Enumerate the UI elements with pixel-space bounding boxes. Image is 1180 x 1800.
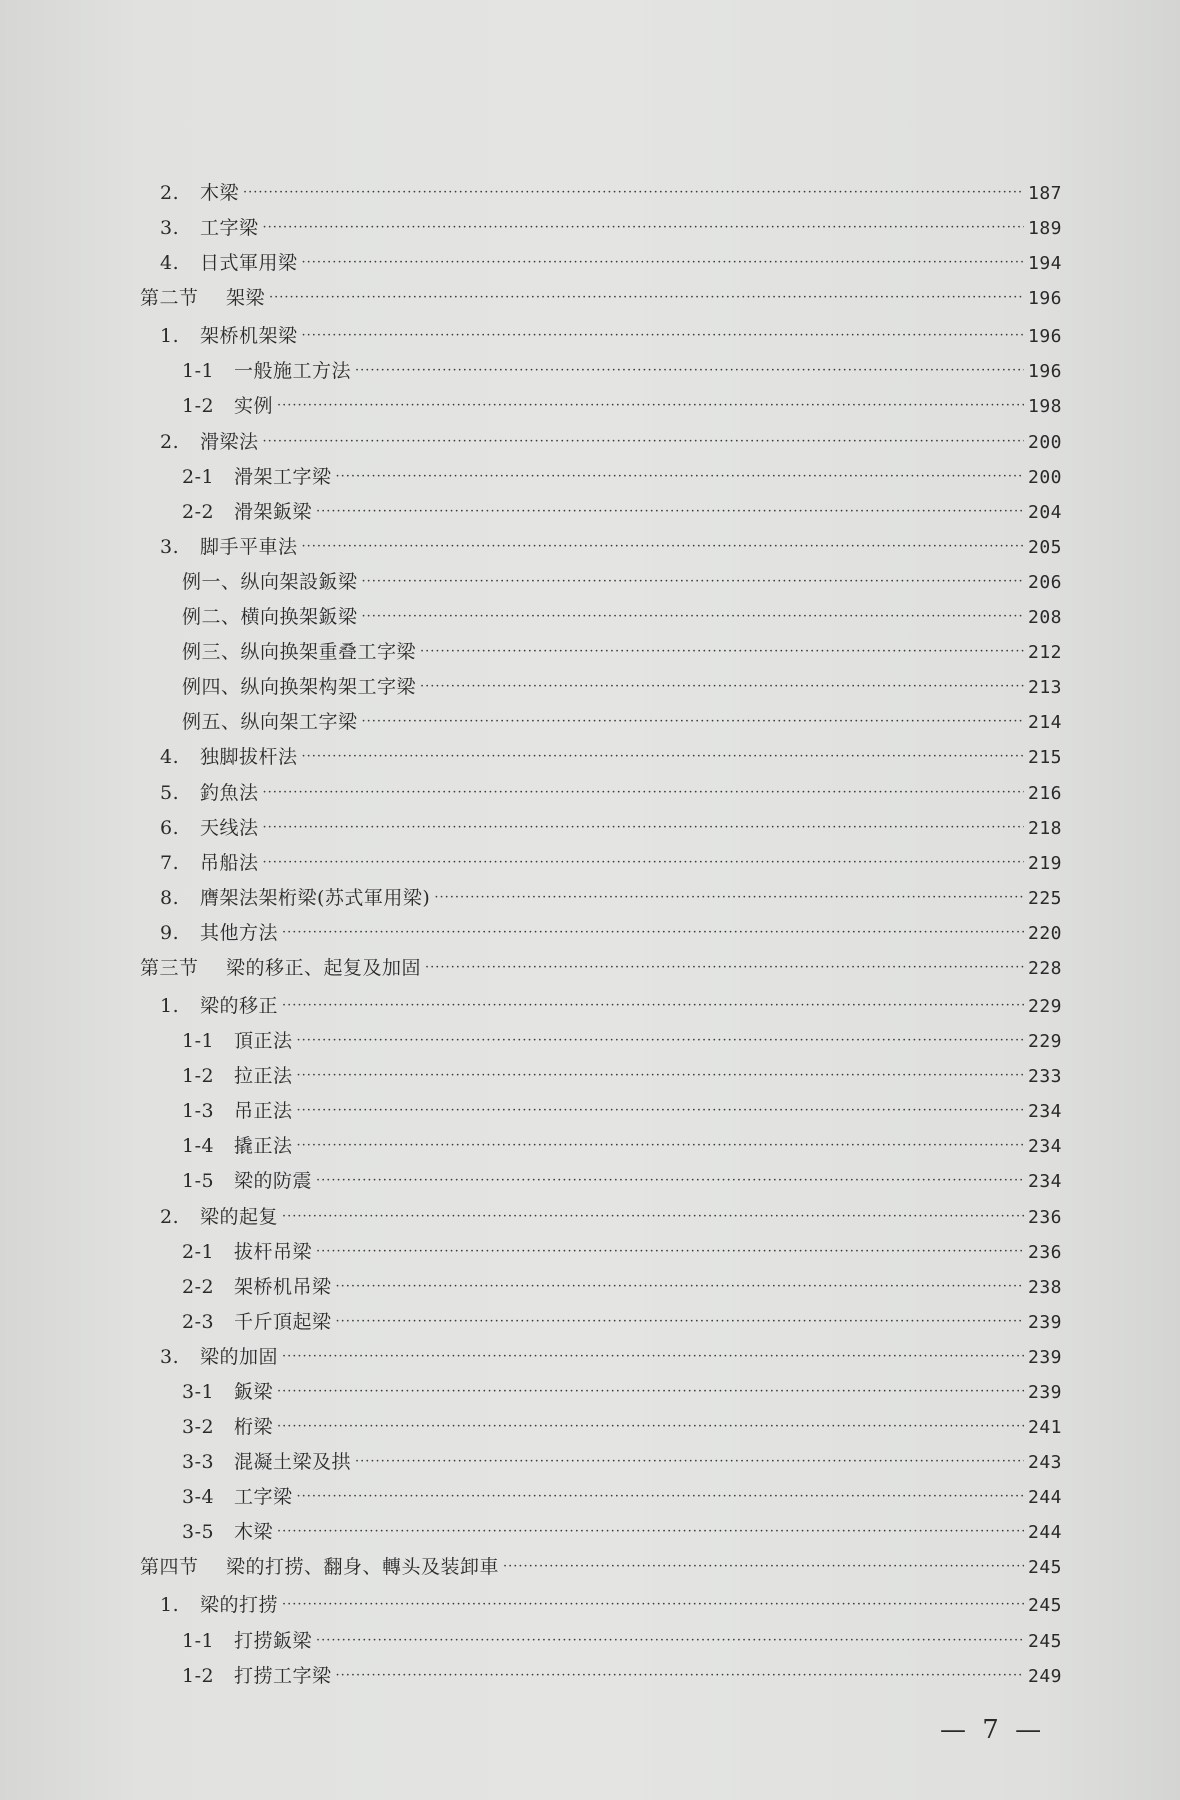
dot-leader (355, 1454, 1024, 1469)
toc-entry-number: 3-5 (182, 1521, 215, 1544)
dot-leader (277, 398, 1024, 413)
toc-section-entry (130, 953, 1062, 991)
toc-entry-title: 其他方法 (200, 921, 279, 944)
dot-leader (277, 1524, 1024, 1539)
toc-entry-title: 梁的起复 (200, 1205, 279, 1228)
toc-entry (130, 848, 1062, 883)
toc-entry (130, 1272, 1062, 1307)
toc-entry-page-number: 241 (1027, 1417, 1062, 1439)
dot-leader (503, 1559, 1024, 1574)
toc-entry-page-number: 234 (1027, 1101, 1062, 1123)
toc-entry-title: 拉正法 (234, 1065, 293, 1088)
dot-leader (362, 609, 1024, 624)
toc-entry-page-number: 215 (1027, 747, 1062, 769)
toc-entry-number: 3. (160, 1345, 180, 1368)
toc-entry-title: 梁的移正 (200, 994, 279, 1017)
dot-leader (263, 855, 1024, 870)
toc-entry-page-number: 196 (1027, 288, 1062, 310)
dot-leader (362, 714, 1024, 729)
toc-entry-page-number: 220 (1027, 922, 1062, 944)
toc-entry-number: 1-2 (182, 395, 215, 418)
dot-leader (297, 1103, 1024, 1118)
toc-entry (130, 637, 1062, 672)
dot-leader (263, 785, 1024, 800)
toc-entry-number: 1-1 (182, 1629, 215, 1652)
toc-entry (130, 1517, 1062, 1552)
dot-leader (282, 925, 1024, 940)
toc-entry-page-number: 214 (1027, 712, 1062, 734)
toc-entry-number: 4. (160, 746, 180, 769)
toc-entry (130, 1590, 1062, 1625)
toc-entry-number: 4. (160, 252, 180, 275)
toc-entry-page-number: 205 (1027, 536, 1062, 558)
toc-entry-title: 脚手平車法 (200, 535, 298, 558)
toc-entry-title: 独脚拔杆法 (200, 746, 298, 769)
toc-entry (130, 778, 1062, 813)
dot-leader (297, 1138, 1024, 1153)
toc-entry-page-number: 233 (1027, 1066, 1062, 1088)
toc-entry-number: 1-5 (182, 1170, 215, 1193)
toc-entry-title: 打捞工字梁 (234, 1664, 332, 1687)
dot-leader (420, 679, 1024, 694)
dot-leader (263, 820, 1024, 835)
toc-entry-title: 架桥机吊梁 (234, 1275, 332, 1298)
toc-entry-page-number: 216 (1027, 782, 1062, 804)
toc-entry (130, 497, 1062, 532)
toc-entry-title: 吊船法 (200, 851, 259, 874)
toc-entry (130, 356, 1062, 391)
toc-entry-number: 1-1 (182, 360, 215, 383)
toc-entry (130, 462, 1062, 497)
toc-entry-page-number: 249 (1027, 1665, 1062, 1687)
toc-entry-title: 滑梁法 (200, 430, 259, 453)
dot-leader (425, 960, 1024, 975)
toc-entry (130, 427, 1062, 462)
toc-entry-title: 例一、纵向架設鈑梁 (182, 570, 358, 593)
toc-entry-page-number: 243 (1027, 1452, 1062, 1474)
toc-entry (130, 1202, 1062, 1237)
toc-entry-title: 釣魚法 (200, 781, 259, 804)
toc-entry-page-number: 194 (1027, 253, 1062, 275)
toc-entry-number: 2-2 (182, 500, 215, 523)
toc-entry-title: 例二、横向换架鈑梁 (182, 606, 358, 629)
toc-entry (130, 602, 1062, 637)
toc-entry (130, 1342, 1062, 1377)
toc-entry-page-number: 239 (1027, 1311, 1062, 1333)
toc-entry-page-number: 244 (1027, 1487, 1062, 1509)
table-of-contents (130, 178, 1062, 1696)
toc-entry-page-number: 239 (1027, 1382, 1062, 1403)
dot-leader (336, 469, 1024, 484)
toc-entry-page-number: 206 (1027, 571, 1062, 593)
dot-leader (282, 998, 1024, 1013)
toc-entry-number: 8. (160, 886, 180, 909)
toc-entry (130, 1482, 1062, 1517)
toc-entry-title: 工字梁 (200, 217, 259, 240)
dot-leader (263, 220, 1024, 235)
toc-entry (130, 248, 1062, 283)
toc-entry-page-number: 200 (1027, 431, 1062, 453)
toc-entry-title: 工字梁 (234, 1486, 293, 1509)
toc-entry-page-number: 212 (1027, 642, 1062, 664)
toc-entry-page-number: 225 (1027, 887, 1062, 909)
toc-entry-page-number: 208 (1027, 607, 1062, 629)
toc-entry (130, 532, 1062, 567)
toc-entry-title: 梁的打捞 (200, 1594, 279, 1617)
toc-entry-title: 例三、纵向换架重叠工字梁 (182, 641, 417, 664)
toc-entry-page-number: 196 (1027, 326, 1062, 348)
toc-entry (130, 883, 1062, 918)
toc-entry-title: 頂正法 (234, 1030, 293, 1053)
dot-leader (302, 328, 1024, 343)
dot-leader (336, 1314, 1024, 1329)
toc-entry-number: 3-4 (182, 1486, 215, 1509)
toc-entry-number: 第二节 (140, 287, 199, 310)
toc-entry-title: 膺架法架桁梁(苏式軍用梁) (200, 886, 431, 909)
toc-entry-title: 滑架鈑梁 (234, 500, 313, 523)
dot-leader (282, 1209, 1024, 1224)
toc-entry (130, 213, 1062, 248)
toc-entry-page-number: 245 (1027, 1557, 1062, 1579)
toc-entry-page-number: 218 (1027, 817, 1062, 839)
dot-leader (263, 434, 1024, 449)
toc-entry-page-number: 234 (1027, 1136, 1062, 1158)
toc-entry (130, 1131, 1062, 1166)
dot-leader (282, 1597, 1024, 1612)
toc-entry-page-number: 187 (1027, 183, 1062, 204)
toc-entry-number: 3-3 (182, 1451, 215, 1474)
toc-entry-title: 吊正法 (234, 1100, 293, 1123)
toc-entry-number: 1. (160, 994, 180, 1017)
toc-entry-page-number: 245 (1027, 1630, 1062, 1652)
toc-entry-number: 3-2 (182, 1416, 215, 1439)
toc-entry-title: 日式軍用梁 (200, 252, 298, 275)
toc-entry-number: 1-3 (182, 1100, 215, 1123)
toc-entry-number: 2-1 (182, 1240, 215, 1263)
toc-entry (130, 567, 1062, 602)
toc-entry-number: 1-2 (182, 1065, 215, 1088)
toc-entry-title: 混凝土梁及拱 (234, 1451, 352, 1474)
toc-entry (130, 1447, 1062, 1482)
toc-entry-title: 架桥机架梁 (200, 325, 298, 348)
dot-leader (297, 1068, 1024, 1083)
toc-entry-page-number: 229 (1027, 1031, 1062, 1053)
toc-entry-title: 木梁 (200, 182, 240, 204)
dot-leader (302, 749, 1024, 764)
toc-entry-title: 梁的防震 (234, 1170, 313, 1193)
toc-entry (130, 1626, 1062, 1661)
dot-leader (336, 1279, 1024, 1294)
toc-entry (130, 1096, 1062, 1131)
toc-entry (130, 1166, 1062, 1201)
dot-leader (355, 363, 1024, 378)
dot-leader (302, 255, 1024, 270)
toc-entry (130, 672, 1062, 707)
toc-entry-number: 1-1 (182, 1030, 215, 1053)
toc-entry (130, 1377, 1062, 1412)
toc-entry-page-number: 204 (1027, 501, 1062, 523)
toc-entry (130, 707, 1062, 742)
toc-entry (130, 178, 1062, 213)
toc-entry-page-number: 196 (1027, 361, 1062, 383)
toc-entry-number: 3. (160, 535, 180, 558)
page-number: — 7 — (940, 1715, 1046, 1745)
toc-entry-page-number: 245 (1027, 1595, 1062, 1617)
toc-entry-number: 6. (160, 816, 180, 839)
toc-entry-number: 2-1 (182, 465, 215, 488)
toc-entry-number: 2-3 (182, 1310, 215, 1333)
toc-entry-page-number: 228 (1027, 957, 1062, 979)
toc-entry-number: 3-1 (182, 1381, 215, 1403)
toc-entry (130, 391, 1062, 426)
dot-leader (362, 574, 1024, 589)
dot-leader (297, 1033, 1024, 1048)
toc-entry-number: 3. (160, 217, 180, 240)
dot-leader (316, 1173, 1024, 1188)
toc-entry (130, 1237, 1062, 1272)
toc-entry-title: 滑架工字梁 (234, 465, 332, 488)
toc-entry-title: 例四、纵向换架构架工字梁 (182, 676, 417, 699)
toc-entry-title: 一般施工方法 (234, 360, 352, 383)
toc-entry-title: 撬正法 (234, 1135, 293, 1158)
toc-entry (130, 1026, 1062, 1061)
toc-entry-number: 1-2 (182, 1664, 215, 1687)
toc-entry-title: 木梁 (234, 1521, 274, 1544)
toc-entry (130, 1307, 1062, 1342)
toc-section-entry (130, 283, 1062, 321)
toc-entry-page-number: 219 (1027, 852, 1062, 874)
toc-section-entry (130, 1552, 1062, 1590)
toc-entry-number: 2. (160, 430, 180, 453)
toc-entry-number: 5. (160, 781, 180, 804)
toc-entry-page-number: 200 (1027, 466, 1062, 488)
toc-entry-number: 2-2 (182, 1275, 215, 1298)
toc-entry-title: 架梁 (226, 287, 266, 310)
toc-entry (130, 321, 1062, 356)
toc-entry-number: 2. (160, 1205, 180, 1228)
toc-entry-title: 千斤頂起梁 (234, 1310, 332, 1333)
dot-leader (316, 1244, 1024, 1259)
toc-entry (130, 1061, 1062, 1096)
dot-leader (420, 644, 1024, 659)
toc-entry-title: 例五、纵向架工字梁 (182, 711, 358, 734)
dot-leader (316, 1633, 1024, 1648)
dot-leader (297, 1489, 1024, 1504)
toc-entry-page-number: 236 (1027, 1206, 1062, 1228)
toc-entry-title: 梁的加固 (200, 1345, 279, 1368)
toc-entry-page-number: 236 (1027, 1241, 1062, 1263)
dot-leader (243, 185, 1024, 200)
toc-entry-page-number: 229 (1027, 995, 1062, 1017)
dot-leader (269, 290, 1024, 305)
dot-leader (302, 539, 1024, 554)
toc-entry-page-number: 239 (1027, 1346, 1062, 1368)
toc-entry-title: 梁的打捞、翻身、轉头及装卸車 (226, 1556, 500, 1579)
toc-entry-title: 实例 (234, 395, 274, 418)
toc-entry-number: 1. (160, 1594, 180, 1617)
dot-leader (336, 1668, 1024, 1683)
toc-entry-title: 梁的移正、起复及加固 (226, 956, 422, 979)
toc-entry-page-number: 238 (1027, 1276, 1062, 1298)
toc-entry (130, 742, 1062, 777)
dot-leader (282, 1349, 1024, 1364)
toc-entry (130, 991, 1062, 1026)
toc-entry-number: 7. (160, 851, 180, 874)
toc-entry-title: 天线法 (200, 816, 259, 839)
toc-entry-page-number: 244 (1027, 1522, 1062, 1544)
toc-entry-page-number: 198 (1027, 396, 1062, 418)
toc-entry-page-number: 213 (1027, 677, 1062, 699)
toc-entry-page-number: 234 (1027, 1171, 1062, 1193)
toc-entry-page-number: 189 (1027, 218, 1062, 240)
toc-entry-number: 第三节 (140, 956, 199, 979)
toc-entry (130, 918, 1062, 953)
toc-entry (130, 813, 1062, 848)
dot-leader (277, 1384, 1024, 1399)
toc-entry-title: 拔杆吊梁 (234, 1240, 313, 1263)
toc-entry-title: 桁梁 (234, 1416, 274, 1439)
dot-leader (434, 890, 1024, 905)
toc-entry-title: 鈑梁 (234, 1381, 274, 1403)
toc-entry (130, 1661, 1062, 1696)
toc-entry-number: 1-4 (182, 1135, 215, 1158)
dot-leader (277, 1419, 1024, 1434)
toc-entry-number: 1. (160, 325, 180, 348)
toc-entry-number: 2. (160, 182, 180, 204)
toc-entry-title: 打捞鈑梁 (234, 1629, 313, 1652)
toc-entry-number: 第四节 (140, 1556, 199, 1579)
toc-entry-number: 9. (160, 921, 180, 944)
toc-entry (130, 1412, 1062, 1447)
dot-leader (316, 504, 1024, 519)
